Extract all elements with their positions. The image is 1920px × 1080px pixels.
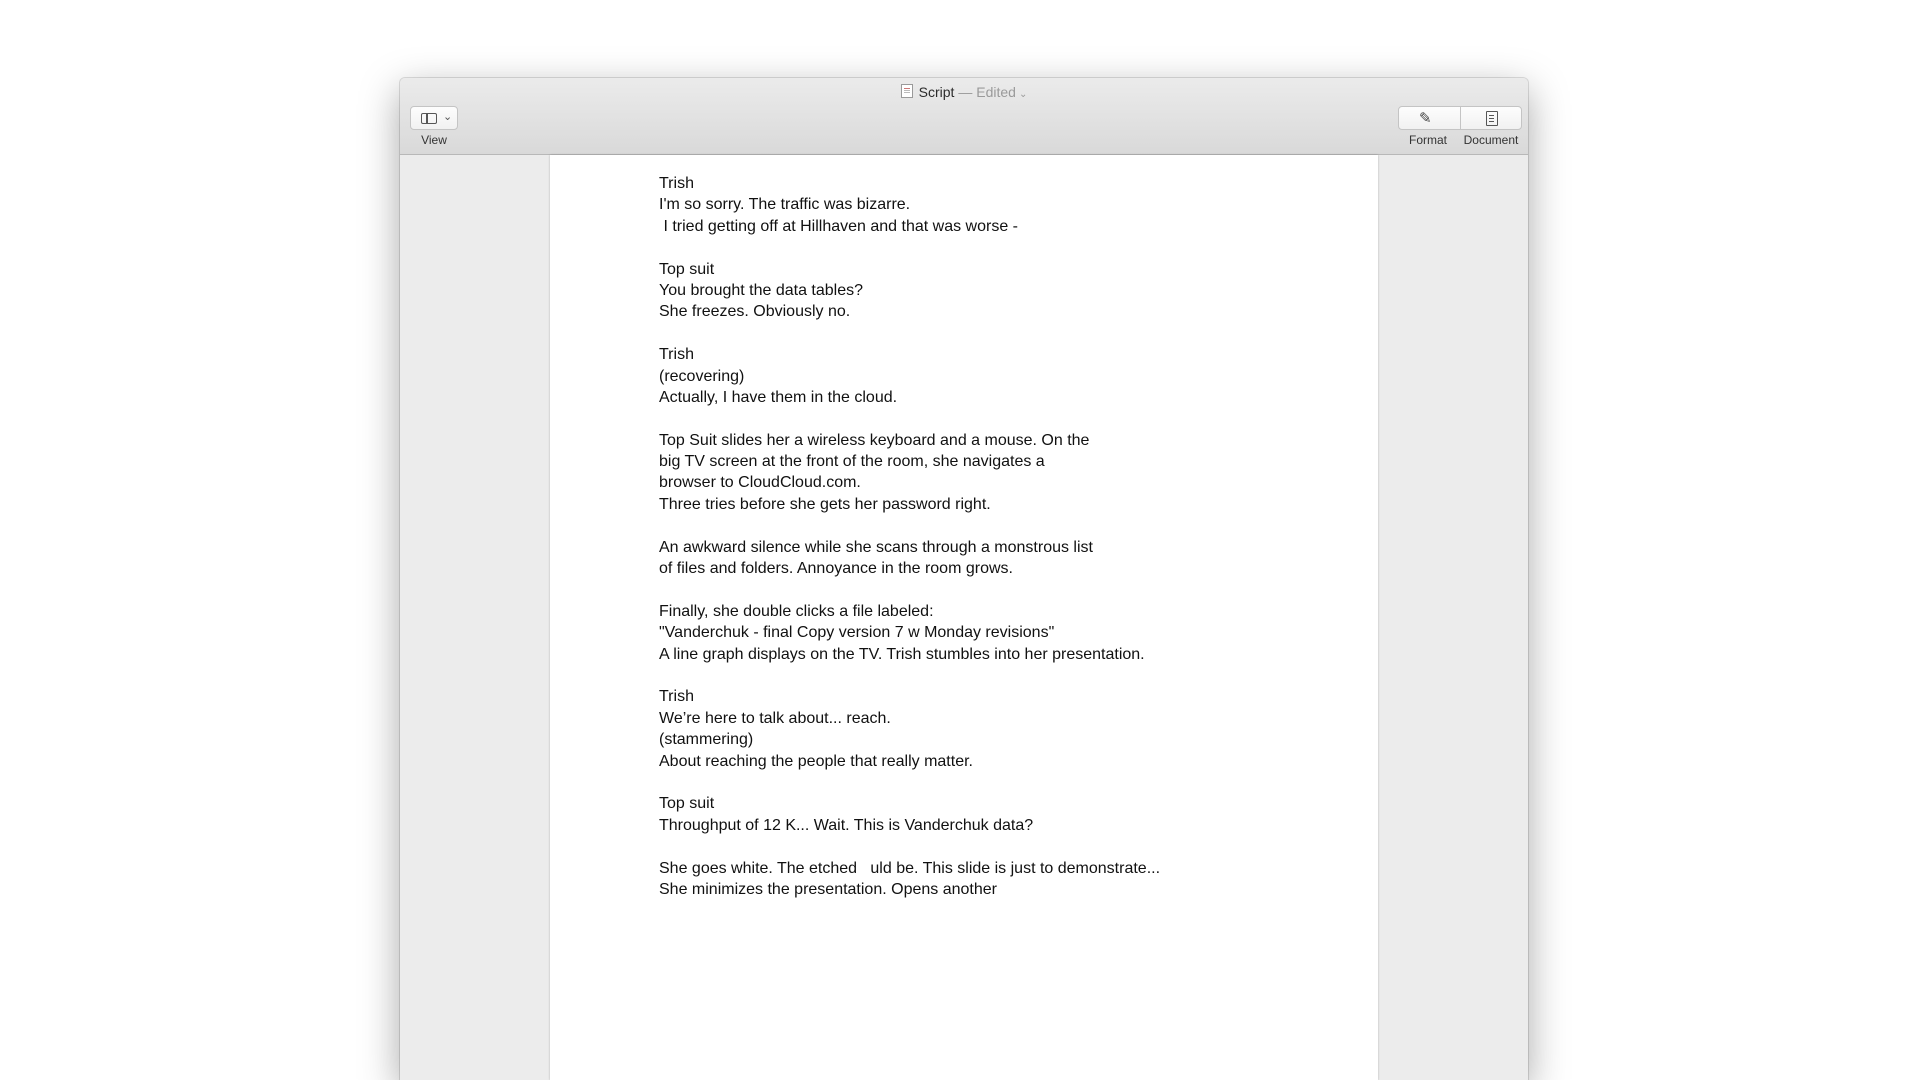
text-line: A line graph displays on the TV. Trish stumbles into her presentation. <box>659 645 1145 663</box>
text-line: We’re here to talk about... reach. <box>659 709 891 727</box>
document-proxy-icon[interactable] <box>901 84 913 98</box>
chevron-down-icon: ⌄ <box>443 111 453 123</box>
text-line: Top suit <box>659 260 715 278</box>
blank-line <box>659 237 1359 258</box>
pages-window <box>400 78 1528 1080</box>
text-line: Trish <box>659 346 694 364</box>
edited-status: Edited <box>976 84 1016 100</box>
blank-line <box>659 665 1359 686</box>
text-line: I tried getting off at Hillhaven and that was worse - <box>659 217 1019 235</box>
title-chevron-down-icon[interactable]: ⌄ <box>1018 89 1028 100</box>
format-label: Format <box>1408 133 1447 147</box>
blank-line <box>659 323 1359 344</box>
document-label: Document <box>1463 133 1519 147</box>
blank-line <box>659 579 1359 600</box>
title-separator: — <box>958 84 973 100</box>
text-line: big TV screen at the front of the room, she navigates a <box>659 453 1045 471</box>
paintbrush-icon: ✎ <box>1419 110 1432 127</box>
text-line: "Vanderchuk - final Copy version 7 w Monday revisions" <box>659 624 1055 642</box>
script-text[interactable] <box>659 173 1359 900</box>
text-line: Top Suit slides her a wireless keyboard and a mouse. On the <box>659 431 1090 449</box>
text-line: She goes white. The etched uld be. This slide is just to demonstrate... <box>659 859 1161 877</box>
text-line: Actually, I have them in the cloud. <box>659 388 898 406</box>
document-page[interactable] <box>550 155 1378 1080</box>
text-line: About reaching the people that really matter. <box>659 752 973 770</box>
document-button[interactable] <box>1460 107 1522 129</box>
text-line: (recovering) <box>659 367 745 385</box>
text-line: Top suit <box>659 795 715 813</box>
text-line: Trish <box>659 175 694 192</box>
blank-line <box>659 772 1359 793</box>
document-canvas <box>400 155 1528 1080</box>
text-line: Three tries before she gets her password right. <box>659 495 991 513</box>
text-line: Finally, she double clicks a file labeled: <box>659 602 934 620</box>
view-label: View <box>421 133 447 147</box>
text-line: She freezes. Obviously no. <box>659 303 851 321</box>
text-line: of files and folders. Annoyance in the room grows. <box>659 560 1013 578</box>
toolbar <box>400 78 1528 155</box>
blank-line <box>659 408 1359 429</box>
text-line: You brought the data tables? <box>659 281 864 299</box>
blank-line <box>659 836 1359 857</box>
text-line: An awkward silence while she scans through a monstrous list <box>659 538 1093 556</box>
view-button[interactable] <box>410 106 458 130</box>
document-icon <box>1486 111 1498 126</box>
text-line: I'm so sorry. The traffic was bizarre. <box>659 196 911 214</box>
text-line: Throughput of 12 K... Wait. This is Vanderchuk data? <box>659 816 1034 834</box>
text-line: She minimizes the presentation. Opens another <box>659 880 997 898</box>
document-name: Script <box>918 84 955 100</box>
text-line: browser to CloudCloud.com. <box>659 474 861 492</box>
sidebar-toggle-icon <box>421 113 437 124</box>
format-button[interactable] <box>1399 107 1460 129</box>
text-line: Trish <box>659 688 694 706</box>
blank-line <box>659 515 1359 536</box>
window-title[interactable] <box>400 81 1528 106</box>
inspector-segmented-control <box>1398 106 1522 130</box>
text-line: (stammering) <box>659 731 754 749</box>
